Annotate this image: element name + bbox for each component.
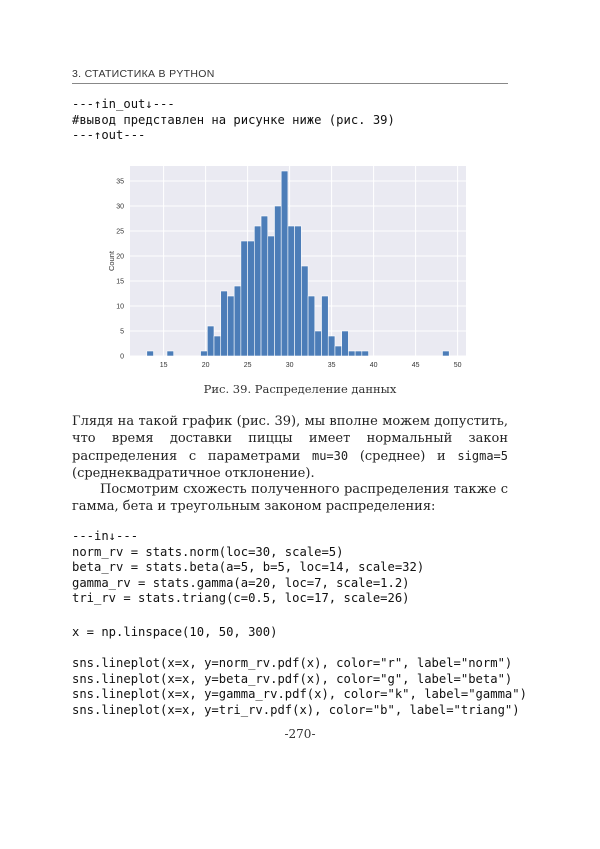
code-line: sns.lineplot(x=x, y=beta_rv.pdf(x), color="g", label="beta") (72, 671, 513, 686)
code-line: ---↑in_out↓--- (72, 97, 175, 111)
paragraph-normal-law (72, 413, 508, 483)
code-block-in-out (72, 97, 395, 144)
code-line: sns.lineplot(x=x, y=tri_rv.pdf(x), color="b", label="triang") (72, 702, 520, 717)
y-axis-label: Count (107, 250, 116, 272)
x-tick-label: 50 (453, 362, 462, 369)
histogram-bar (234, 286, 241, 356)
code-line: sns.lineplot(x=x, y=gamma_rv.pdf(x), color="k", label="gamma") (72, 687, 527, 702)
figure-caption: Рис. 39. Распределение данных (203, 382, 397, 396)
histogram-bar (315, 331, 322, 356)
x-tick-label: 35 (327, 362, 336, 369)
code-line: #вывод представлен на рисунке ниже (рис. 39) (72, 112, 395, 127)
y-tick-label: 0 (120, 353, 124, 361)
histogram-bar (227, 296, 234, 356)
histogram-bar (442, 351, 449, 356)
running-header: 3. СТАТИСТИКА В PYTHON (72, 68, 508, 84)
histogram-bar (268, 236, 275, 356)
histogram-bar (201, 351, 208, 356)
histogram-bar (355, 351, 362, 356)
code-line: tri_rv = stats.triang(c=0.5, loc=17, scale=26) (72, 591, 410, 606)
x-tick-label: 15 (159, 362, 168, 369)
page-number: -270- (284, 727, 316, 741)
text: (среднее) и (348, 448, 458, 464)
histogram-bar (362, 351, 369, 356)
histogram-bar (167, 351, 174, 356)
histogram-bar (261, 216, 268, 356)
histogram-bar (342, 331, 349, 356)
histogram-bar (241, 241, 248, 356)
y-tick-label: 20 (116, 253, 124, 261)
histogram-bar (295, 226, 302, 356)
x-tick-label: 40 (369, 362, 378, 369)
histogram-bar (348, 351, 355, 356)
text: Глядя на такой график (рис. 39), мы вполне можем допустить, что время доставки пиццы имеет нормальный закон распределения с параметрами (72, 414, 508, 464)
inline-code-mu: mu=30 (311, 448, 349, 463)
histogram-bar (147, 351, 154, 356)
y-tick-label: 35 (116, 178, 124, 186)
code-block-distributions (72, 529, 424, 607)
histogram-bar (221, 291, 228, 356)
code-line: sns.lineplot(x=x, y=norm_rv.pdf(x), color="r", label="norm") (72, 656, 513, 670)
code-line: ---↑out--- (72, 128, 146, 143)
histogram-bar (248, 241, 255, 356)
y-tick-label: 5 (120, 328, 124, 336)
histogram-chart (104, 160, 476, 380)
code-block-lineplots (72, 656, 527, 718)
histogram-figure (104, 160, 476, 380)
x-tick-label: 30 (285, 362, 294, 369)
histogram-bar (301, 266, 308, 356)
histogram-bar (254, 226, 261, 356)
histogram-bar (335, 346, 342, 356)
histogram-bar (328, 336, 335, 356)
histogram-bar (214, 336, 221, 356)
histogram-bar (207, 326, 214, 356)
y-tick-label: 30 (116, 203, 124, 211)
x-tick-label: 45 (411, 362, 420, 369)
histogram-bar (281, 171, 288, 356)
y-tick-label: 25 (116, 228, 124, 236)
code-line-linspace: x = np.linspace(10, 50, 300) (72, 625, 278, 639)
code-line: ---in↓--- (72, 529, 139, 543)
y-tick-label: 10 (116, 303, 124, 311)
code-line: gamma_rv = stats.gamma(a=20, loc=7, scale=1.2) (72, 575, 410, 590)
inline-code-sigma: sigma=5 (457, 448, 508, 463)
histogram-bar (288, 226, 295, 356)
histogram-bar (274, 206, 281, 356)
histogram-bar (322, 296, 329, 356)
code-line: norm_rv = stats.norm(loc=30, scale=5) (72, 544, 344, 559)
y-tick-label: 15 (116, 278, 124, 286)
x-tick-label: 25 (243, 362, 252, 369)
x-tick-label: 20 (201, 362, 210, 369)
code-line: beta_rv = stats.beta(a=5, b=5, loc=14, scale=32) (72, 560, 425, 575)
paragraph-compare-laws: Посмотрим схожесть полученного распределения также с гамма, бета и треугольным законом распределения: (72, 482, 508, 515)
text: (среднеквадратичное отклонение). (72, 466, 315, 482)
histogram-bar (308, 296, 315, 356)
